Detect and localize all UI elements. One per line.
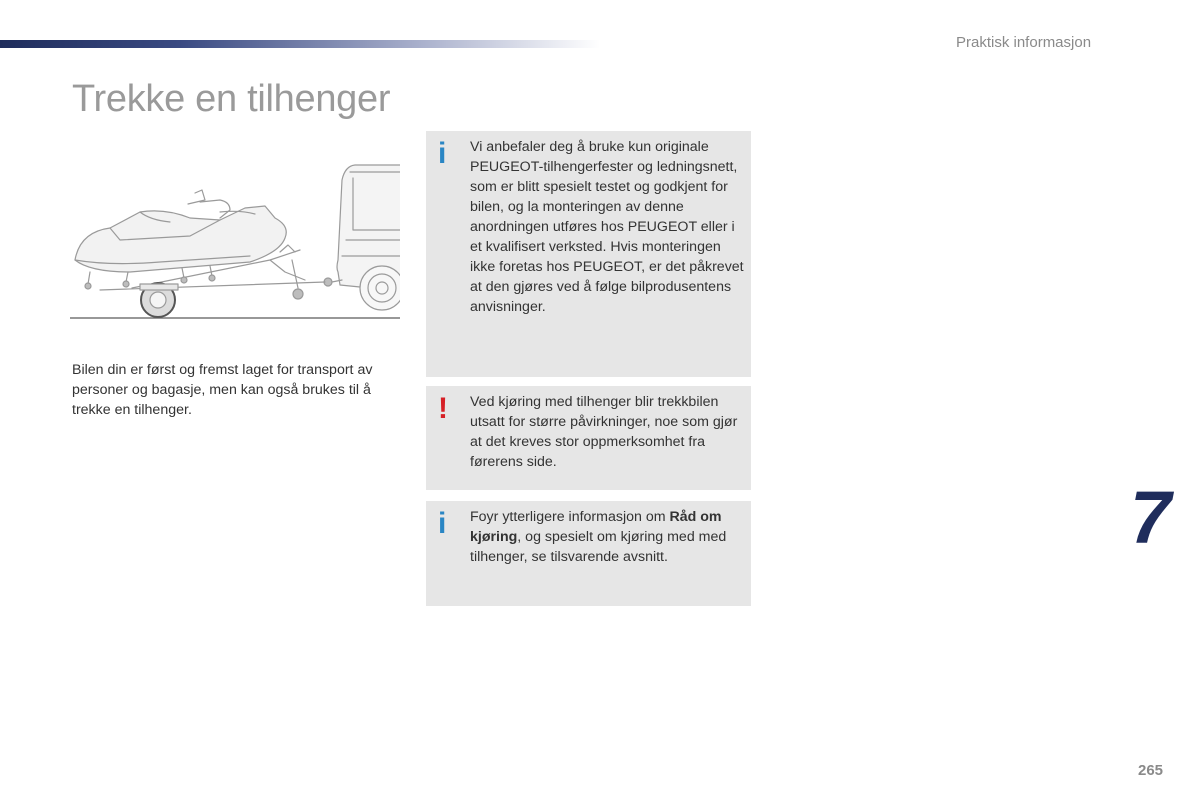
notice-text: Vi anbefaler deg å bruke kun originale PEUGEOT-tilhengerfester og ledningsnett, som er blitt spesielt testet og godkjent for bilen, og la monteringen av denne anordningen utføres hos PEUGEOT eller i et kvalifisert verksted. Hvis monteringen ikke foretas hos PEUGEOT, er det påkrevet at den gjøres ved å følge bilprodusentens anvisninger. bbox=[470, 139, 744, 315]
page-title: Trekke en tilhenger bbox=[72, 78, 391, 120]
warning-icon: ! bbox=[438, 392, 448, 425]
driving-advice-reference: Råd om kjøring bbox=[470, 509, 722, 545]
notice-text bbox=[470, 507, 746, 567]
notice-box-info-driving-advice bbox=[426, 501, 751, 606]
notice-box-info-original-parts bbox=[426, 131, 751, 377]
chapter-number: 7 bbox=[1130, 476, 1172, 559]
header-accent-bar bbox=[0, 40, 600, 48]
page-number: 265 bbox=[1138, 762, 1164, 779]
intro-paragraph: Bilen din er først og fremst laget for transport av personer og bagasje, men kan også brukes til å trekke en tilhenger. bbox=[72, 362, 373, 418]
notice-text-lead: Foyr ytterligere informasjon om bbox=[470, 509, 670, 525]
trailer-illustration bbox=[70, 160, 400, 325]
notice-text: Ved kjøring med tilhenger blir trekkbilen utsatt for større påvirkninger, noe som gjør at det kreves stor oppmerksomhet fra førerens side. bbox=[470, 394, 738, 470]
info-icon: i bbox=[438, 137, 447, 170]
notice-text-tail: , og spesielt om kjøring med med tilhenger, se tilsvarende avsnitt. bbox=[470, 529, 727, 565]
section-label: Praktisk informasjon bbox=[956, 34, 1092, 51]
info-icon: i bbox=[438, 507, 447, 540]
notice-box-warning-trailer bbox=[426, 386, 751, 490]
